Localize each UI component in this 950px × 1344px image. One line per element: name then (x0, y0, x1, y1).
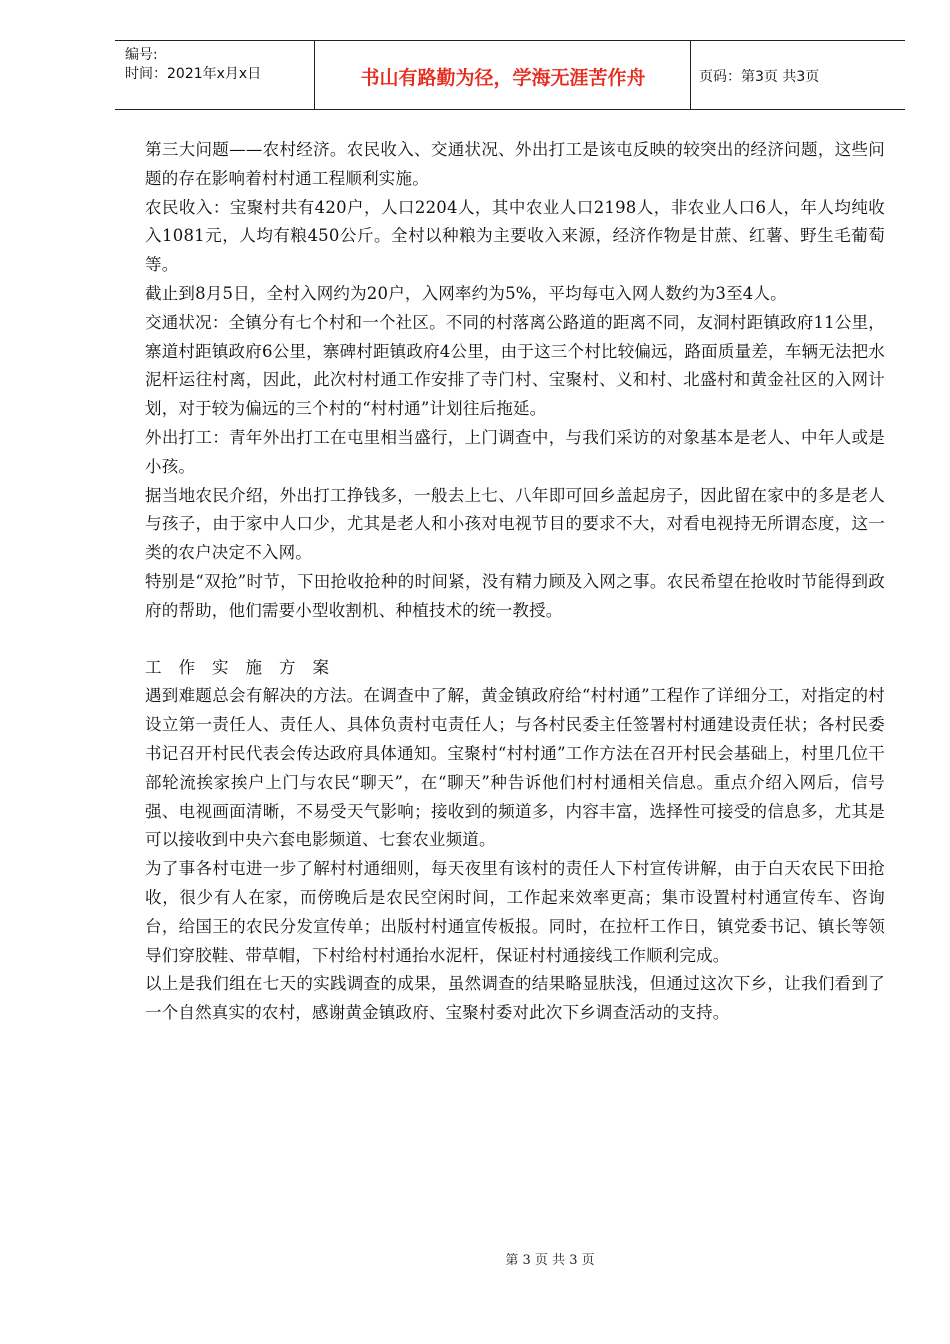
document-body (145, 136, 885, 1028)
paragraph: 据当地农民介绍，外出打工挣钱多，一般去上七、八年即可回乡盖起房子，因此留在家中的多是老人与孩子，由于家中人口少，尤其是老人和小孩对电视节目的要求不大，对看电视持无所谓态度，这一类的农户决定不入网。 (145, 485, 885, 563)
header-info-cell (115, 41, 315, 109)
paragraph: 以上是我们组在七天的实践调查的成果，虽然调查的结果略显肤浅，但通过这次下乡，让我们看到了一个自然真实的农村，感谢黄金镇政府、宝聚村委对此次下乡调查活动的支持。 (145, 974, 885, 1023)
header-page-number: 页码：第3页 共3页 (699, 69, 820, 85)
paragraph: 为了事各村屯进一步了解村村通细则，每天夜里有该村的责任人下村宣传讲解，由于白天农民下田抢收，很少有人在家，而傍晚后是农民空闲时间，工作起来效率更高；集市设置村村通宣传车、咨询台，给国王的农民分发宣传单；出版村村通宣传板报。同时，在拉杆工作日，镇党委书记、镇长等领导们穿胶鞋、带草帽，下村给村村通抬水泥杆，保证村村通接线工作顺利完成。 (145, 859, 885, 965)
page-header (115, 40, 905, 110)
paragraph: 外出打工：青年外出打工在屯里相当盛行，上门调查中，与我们采访的对象基本是老人、中年人或是小孩。 (145, 427, 885, 476)
paragraph-spacer (145, 626, 885, 654)
paragraph: 农民收入：宝聚村共有420户，人口2204人，其中农业人口2198人，非农业人口6人，年人均纯收入1081元，人均有粮450公斤。全村以种粮为主要收入来源，经济作物是甘蔗、红薯、野生毛葡萄等。 (145, 197, 885, 275)
header-motto: 书山有路勤为径，学海无涯苦作舟 (360, 67, 646, 89)
paragraph: 遇到难题总会有解决的方法。在调查中了解，黄金镇政府给“村村通”工程作了详细分工，对指定的村设立第一责任人、责任人、具体负责村屯责任人；与各村民委主任签署村村通建设责任状；各村民委书记召开村民代表会传达政府具体通知。宝聚村“村村通”工作方法在召开村民会基础上，村里几位干部轮流挨家挨户上门与农民“聊天”，在“聊天”种告诉他们村村通相关信息。重点介绍入网后，信号强、电视画面清晰，不易受天气影响；接收到的频道多，内容丰富，选择性可接受的信息多，尤其是可以接收到中央六套电影频道、七套农业频道。 (145, 686, 885, 850)
footer-page-number: 第 3 页 共 3 页 (505, 1253, 595, 1268)
document-number-label: 编号: (125, 47, 158, 63)
paragraph: 特别是“双抢”时节，下田抢收抢种的时间紧，没有精力顾及入网之事。农民希望在抢收时节能得到政府的帮助，他们需要小型收割机、种植技术的统一教授。 (145, 571, 885, 620)
section-title: 工作实施方案 (145, 657, 346, 677)
paragraph: 截止到8月5日，全村入网约为20户，入网率约为5%，平均每屯入网人数约为3至4人。 (145, 283, 787, 303)
paragraph: 第三大问题——农村经济。农民收入、交通状况、外出打工是该屯反映的较突出的经济问题，这些问题的存在影响着村村通工程顺利实施。 (145, 140, 885, 188)
document-time-label: 时间：2021年x月x日 (125, 66, 262, 82)
header-motto-cell (315, 41, 691, 109)
header-page-cell (691, 41, 905, 109)
page-footer (0, 1249, 950, 1268)
paragraph: 交通状况：全镇分有七个村和一个社区。不同的村落离公路道的距离不同，友洞村距镇政府11公里，寨道村距镇政府6公里，寨碑村距镇政府4公里，由于这三个村比较偏远，路面质量差，车辆无法把水泥杆运往村离，因此，此次村村通工作安排了寺门村、宝聚村、义和村、北盛村和黄金社区的入网计划，对于较为偏远的三个村的“村村通”计划往后拖延。 (145, 312, 885, 419)
